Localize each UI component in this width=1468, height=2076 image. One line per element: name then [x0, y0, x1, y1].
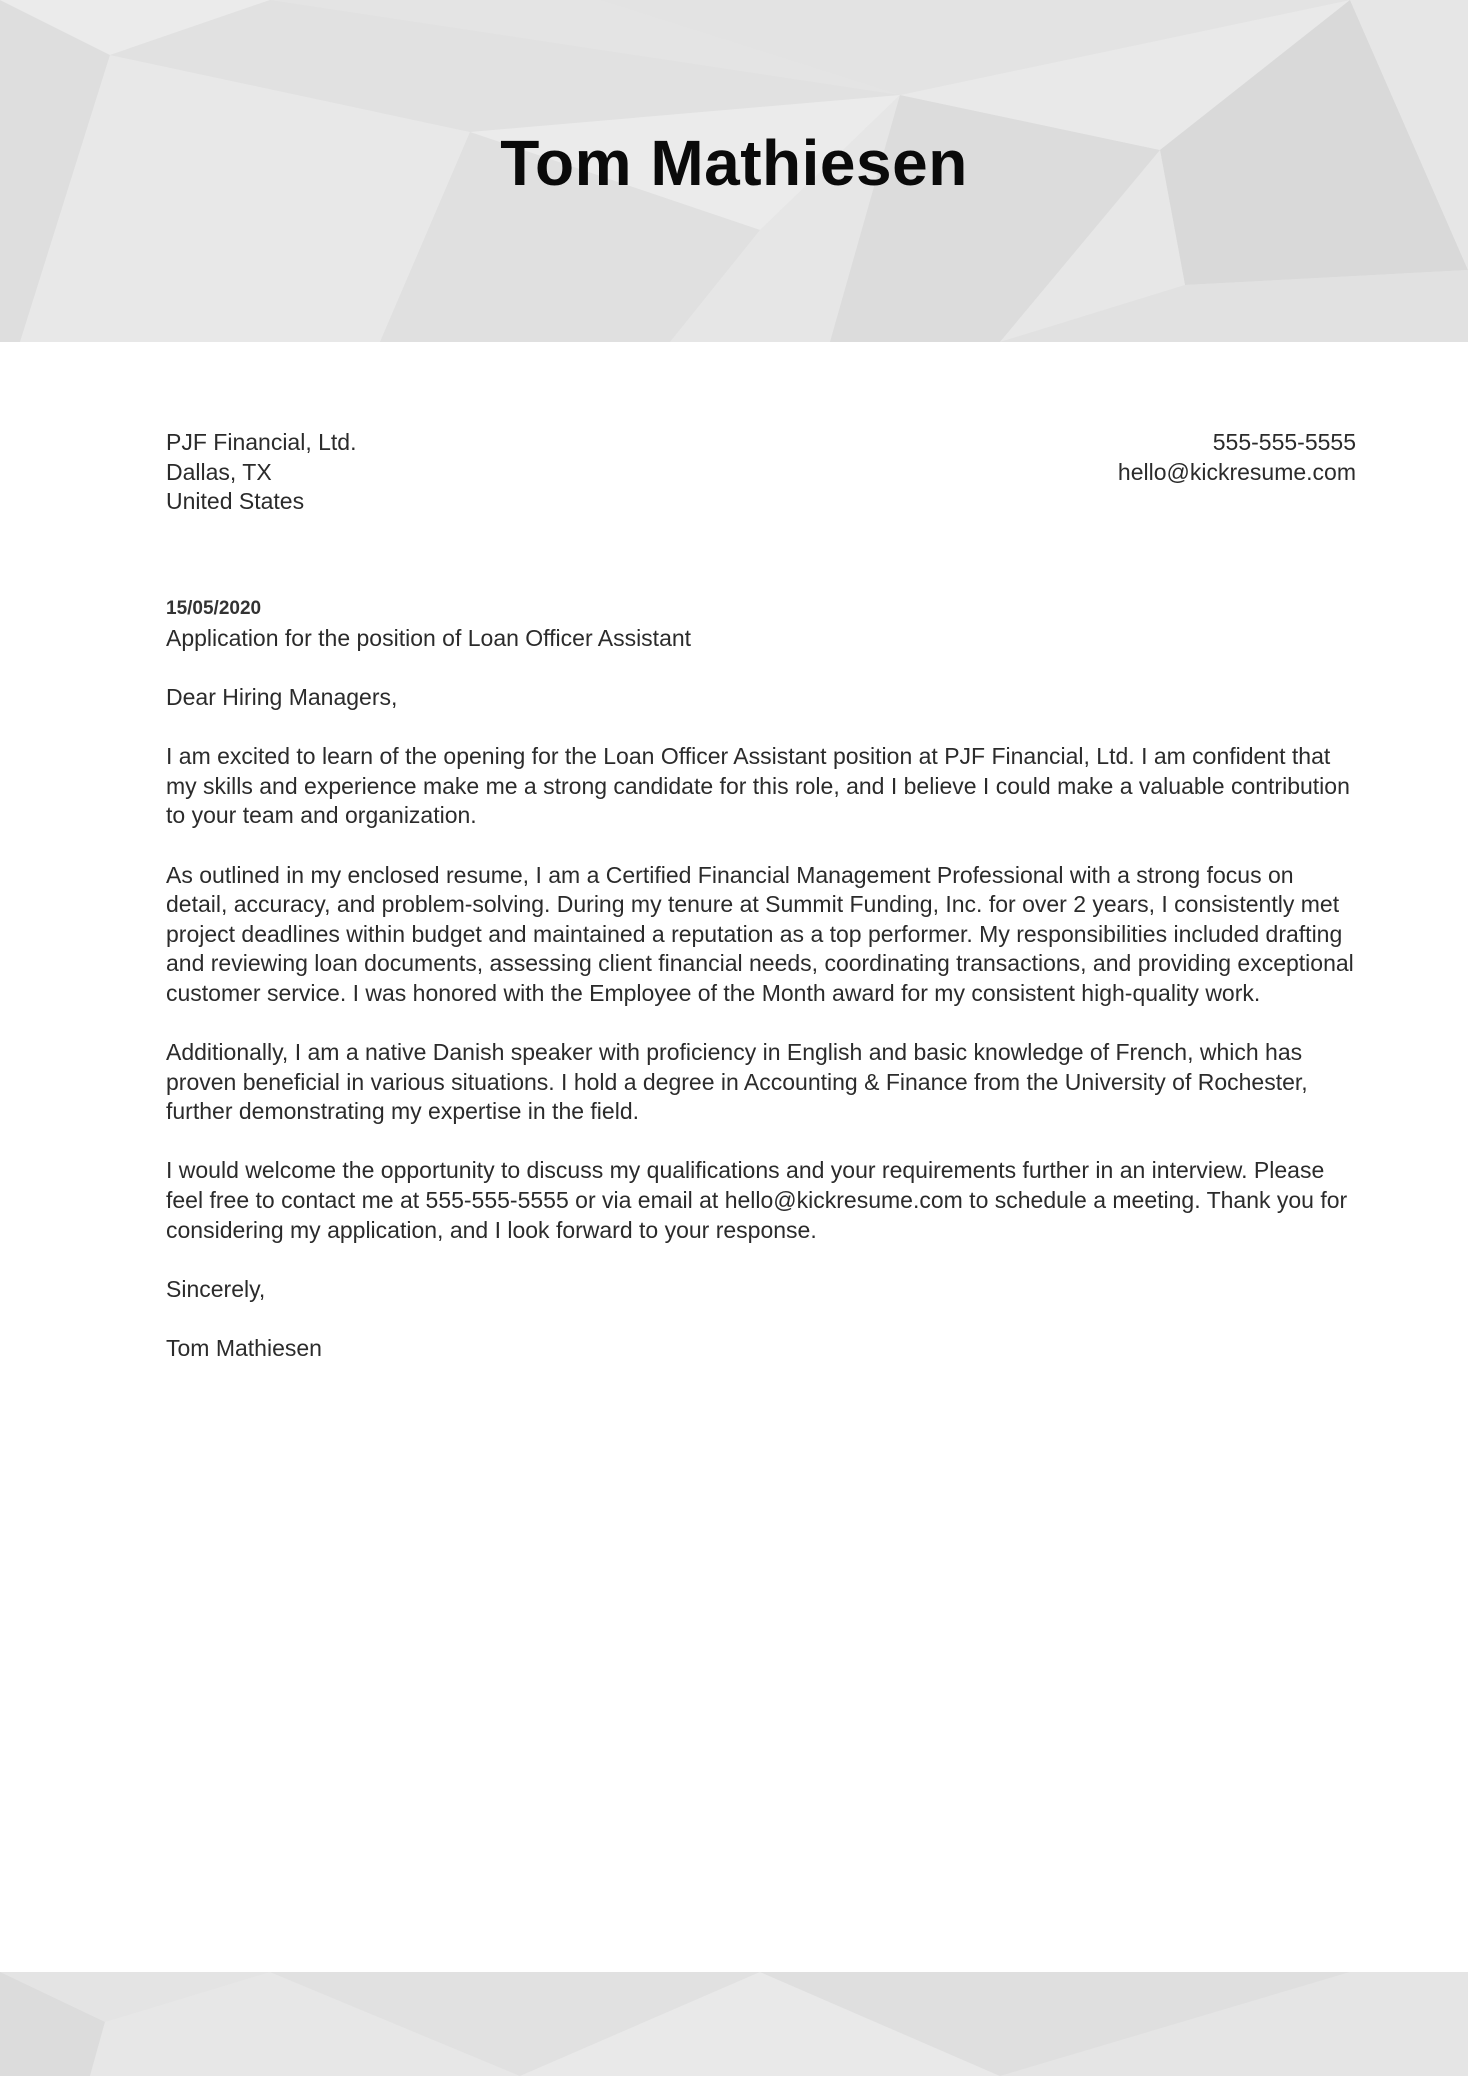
paragraph-experience: As outlined in my enclosed resume, I am a Certified Financial Management Professional with a strong focus on detail, accuracy, and problem-solving. During my tenure at Summit Funding, Inc. for over 2 years, I consistently met project deadlines within budget and maintained a reputation as a top performer. My responsibilities included drafting and reviewing loan documents, assessing client financial needs, coordinating transactions, and providing exceptional customer service. I was honored with the Employee of the Month award for my consistent high-quality work. — [166, 861, 1354, 1006]
letter-date: 15/05/2020 — [166, 597, 262, 619]
paragraph-languages-education: Additionally, I am a native Danish speaker with proficiency in English and basic knowledge of French, which has proven beneficial in various situations. I hold a degree in Accounting & Finance from the University of Rochester, further demonstrating my expertise in the field. — [166, 1039, 1308, 1125]
recipient-country: United States — [166, 488, 305, 515]
paragraph-closing-request: I would welcome the opportunity to discuss my qualifications and your requirements further in an interview. Please feel free to contact me at 555-555-5555 or via email at hello@kickresume.com to schedule a meeting. Thank you for considering my application, and I look forward to your response. — [166, 1157, 1348, 1243]
salutation: Dear Hiring Managers, — [166, 683, 398, 710]
letter-subject: Application for the position of Loan Officer Assistant — [166, 624, 692, 651]
recipient-address — [166, 428, 356, 517]
sender-email: hello@kickresume.com — [1117, 458, 1356, 485]
candidate-name: Tom Mathiesen — [500, 127, 968, 199]
address-block — [166, 428, 1356, 517]
closing: Sincerely, — [166, 1275, 266, 1302]
recipient-city: Dallas, TX — [166, 458, 272, 485]
footer-band — [0, 1972, 1468, 2076]
paragraph-intro: I am excited to learn of the opening for the Loan Officer Assistant position at PJF Financial, Ltd. I am confident that my skills and experience make me a strong candidate for this role, and I believe I could make a valuable contribution to your team and organization. — [166, 743, 1350, 829]
header-band — [0, 0, 1468, 342]
letter-body — [166, 428, 1356, 1364]
recipient-company: PJF Financial, Ltd. — [166, 429, 357, 455]
sender-contact — [1118, 428, 1356, 487]
polygon-footer-pattern — [0, 1972, 1468, 2076]
signature: Tom Mathiesen — [166, 1335, 322, 1362]
sender-phone: 555-555-5555 — [1212, 429, 1356, 455]
